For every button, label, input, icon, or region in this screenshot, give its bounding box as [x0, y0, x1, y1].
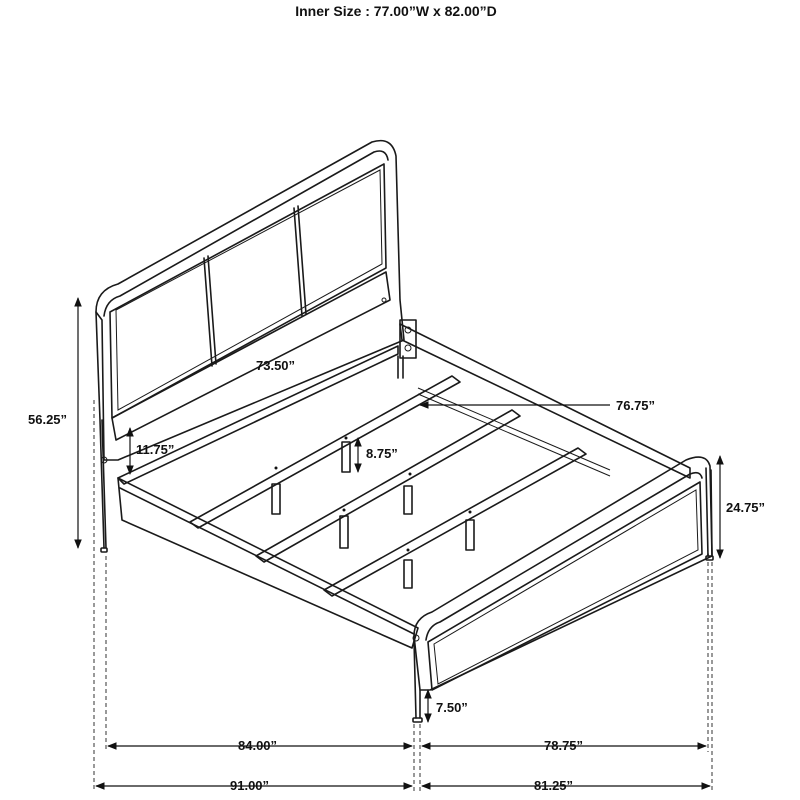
dim-overall-width	[422, 778, 710, 793]
dim-inner-length	[420, 398, 655, 413]
label-footboard-height: 24.75”	[726, 500, 766, 515]
footboard	[413, 457, 713, 722]
dim-side-rail-height	[130, 428, 174, 474]
dim-overall-height	[28, 298, 78, 548]
label-overall-height: 56.25”	[28, 412, 68, 427]
diagram-title: Inner Size : 77.00”W x 82.00”D	[295, 3, 497, 19]
label-footboard-width: 78.75”	[544, 738, 584, 753]
dim-footboard-width	[422, 738, 706, 753]
dim-footboard-height	[720, 456, 765, 558]
dim-rail-length	[108, 738, 412, 753]
dim-overall-length	[96, 778, 412, 793]
dim-leg-clearance	[428, 690, 468, 722]
label-overall-length: 91.00”	[230, 778, 270, 793]
label-leg-clearance: 7.50”	[436, 700, 468, 715]
label-headboard-width: 73.50”	[256, 358, 296, 373]
dim-slat-support	[358, 438, 398, 472]
label-overall-width: 81.25”	[534, 778, 574, 793]
label-inner-length: 76.75”	[616, 398, 656, 413]
label-side-rail-height: 11.75”	[136, 442, 175, 457]
label-slat-support: 8.75”	[366, 446, 398, 461]
label-rail-length: 84.00”	[238, 738, 278, 753]
